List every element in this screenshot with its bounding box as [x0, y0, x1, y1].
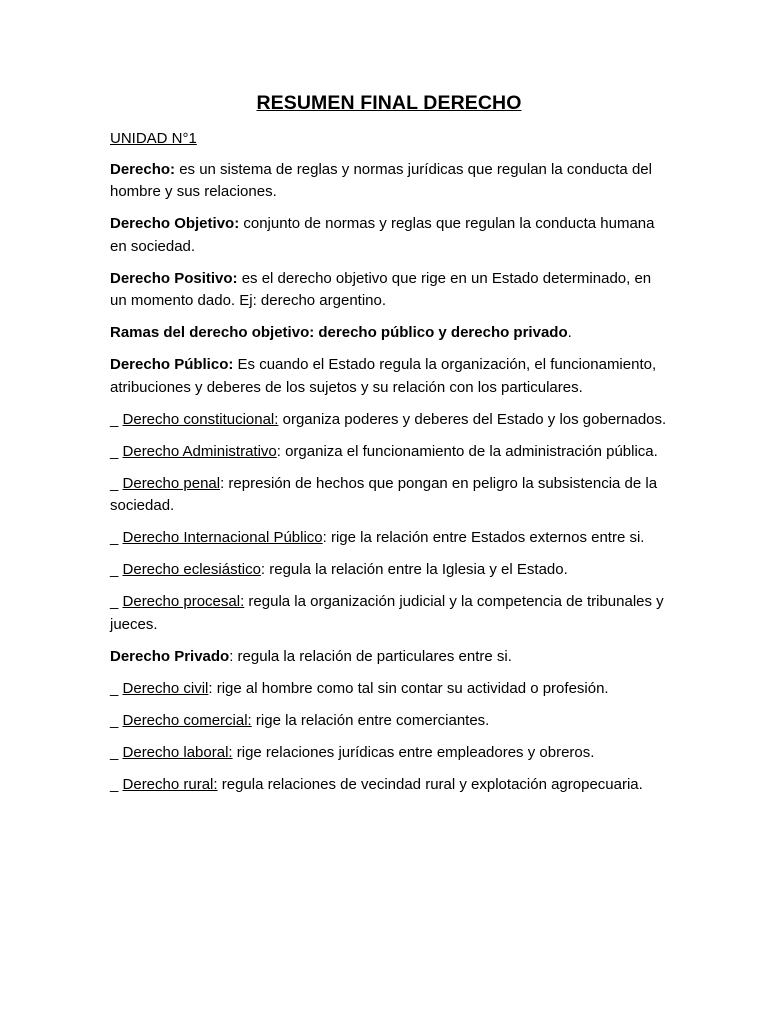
item-prefix: _: [110, 775, 123, 793]
term: Ramas del derecho objetivo: derecho público y derecho privado: [110, 324, 568, 341]
item-prefix: _: [110, 442, 123, 460]
item-text: : rige la relación entre Estados externos entre si.: [322, 529, 645, 546]
item-prefix: _: [110, 561, 123, 578]
item-text: regula la organización judicial y la competencia de tribunales y jueces.: [110, 593, 664, 633]
definition-derecho: [110, 159, 668, 204]
unit-heading: UNIDAD N°1: [110, 130, 197, 147]
item-term: Derecho Internacional Público: [122, 529, 323, 546]
list-item: [110, 527, 668, 550]
item-text: organiza poderes y deberes del Estado y los gobernados.: [278, 410, 667, 428]
list-item: [110, 678, 668, 701]
item-prefix: _: [110, 593, 123, 610]
list-item: [110, 441, 668, 464]
item-term: Derecho rural:: [122, 775, 218, 793]
term: Derecho Positivo:: [110, 269, 238, 287]
item-term: Derecho civil: [122, 679, 209, 697]
item-term: Derecho constitucional:: [122, 410, 279, 428]
definition-text: Es cuando el Estado regula la organización, el funcionamiento, atribuciones y deberes de los sujetos y su relación con los particulares.: [110, 356, 657, 396]
item-term: Derecho procesal:: [122, 593, 245, 610]
term: Derecho:: [110, 160, 176, 178]
definition-derecho-objetivo: [110, 213, 668, 258]
definition-text: .: [567, 324, 572, 341]
item-text: rige relaciones jurídicas entre empleadores y obreros.: [232, 743, 595, 761]
list-item: [110, 774, 668, 797]
list-item: [110, 473, 668, 518]
term: Derecho Privado: [110, 647, 230, 665]
definition-text: es un sistema de reglas y normas jurídicas que regulan la conducta del hombre y sus relaciones.: [110, 160, 652, 200]
list-item: [110, 591, 668, 636]
item-prefix: _: [110, 711, 123, 729]
item-prefix: _: [110, 529, 123, 546]
item-text: : rige al hombre como tal sin contar su actividad o profesión.: [208, 679, 609, 697]
item-prefix: _: [110, 474, 123, 492]
item-text: regula relaciones de vecindad rural y explotación agropecuaria.: [217, 775, 643, 793]
document-title: RESUMEN FINAL DERECHO: [256, 92, 522, 114]
item-text: : regula la relación entre la Iglesia y el Estado.: [260, 561, 568, 578]
definition-derecho-privado: [110, 646, 668, 669]
list-item: [110, 559, 668, 582]
item-prefix: _: [110, 679, 123, 697]
term: Derecho Público:: [110, 356, 234, 373]
definition-text: : regula la relación de particulares entre si.: [229, 647, 512, 665]
item-term: Derecho laboral:: [122, 743, 233, 761]
item-prefix: _: [110, 743, 123, 761]
definition-text: es el derecho objetivo que rige en un Estado determinado, en un momento dado. Ej: derecho argentino.: [110, 269, 652, 309]
definition-text: conjunto de normas y reglas que regulan la conducta humana en sociedad.: [110, 215, 655, 255]
list-item: [110, 742, 668, 765]
item-term: Derecho penal: [122, 474, 221, 492]
definition-derecho-positivo: [110, 268, 668, 313]
item-term: Derecho Administrativo: [122, 442, 277, 460]
item-term: Derecho comercial:: [122, 711, 252, 729]
ramas-statement: [110, 322, 668, 345]
item-text: rige la relación entre comerciantes.: [251, 711, 490, 729]
list-item: [110, 409, 668, 432]
item-term: Derecho eclesiástico: [122, 561, 261, 578]
item-text: : organiza el funcionamiento de la administración pública.: [276, 442, 658, 460]
list-item: [110, 710, 668, 733]
definition-derecho-publico: [110, 354, 668, 399]
item-prefix: _: [110, 410, 123, 428]
term: Derecho Objetivo:: [110, 215, 240, 232]
item-text: : represión de hechos que pongan en peligro la subsistencia de la sociedad.: [110, 474, 658, 514]
